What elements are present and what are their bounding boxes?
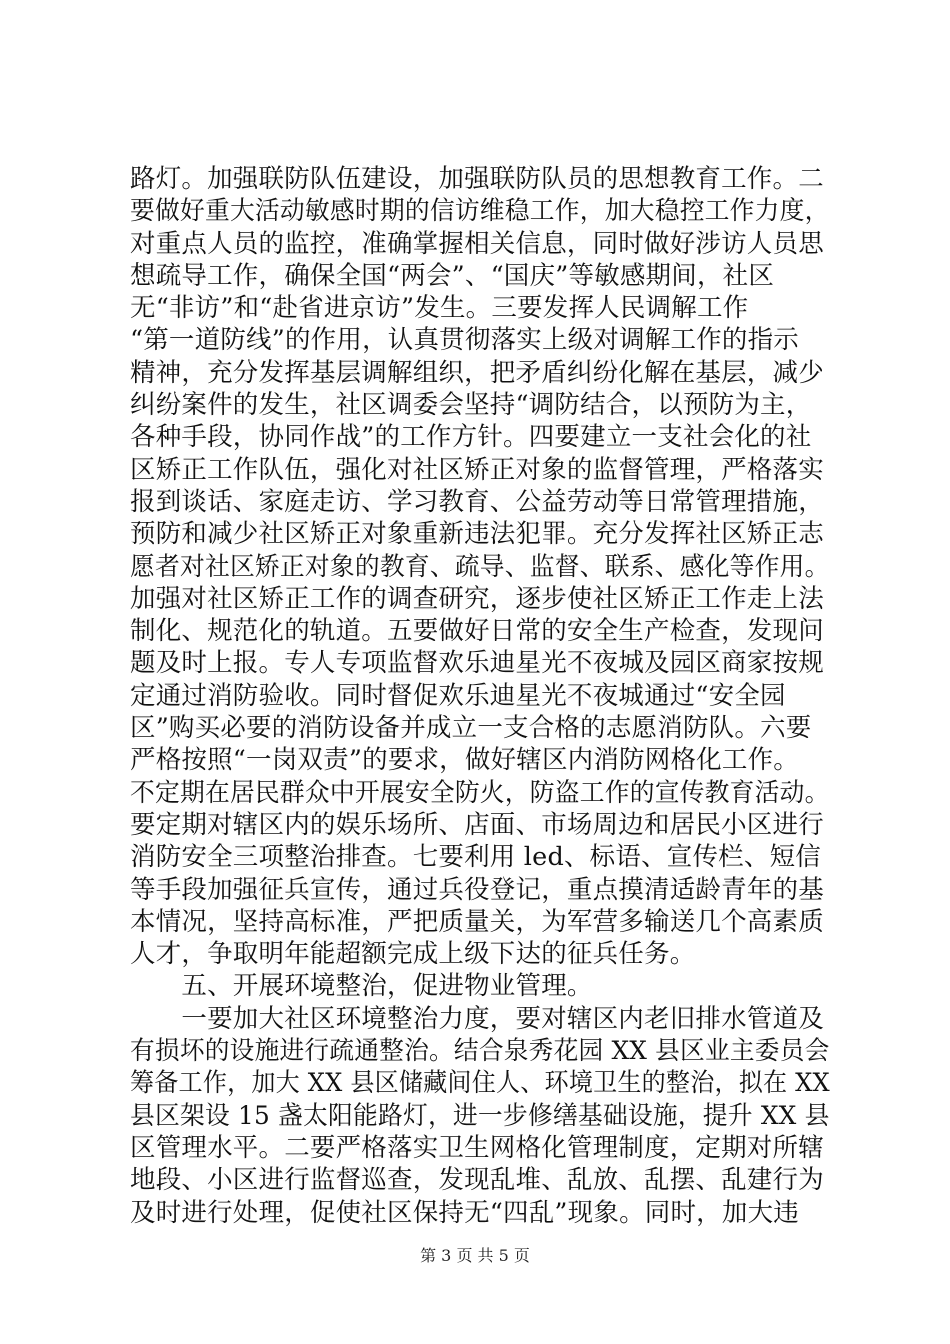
- body-text: [130, 163, 830, 1229]
- text-line: 定通过消防验收。同时督促欢乐迪星光不夜城通过“安全园: [130, 680, 786, 711]
- text-line: 一要加大社区环境整治力度，要对辖区内老旧排水管道及: [130, 1003, 824, 1034]
- page-footer: 第 3 页 共 5 页: [420, 1246, 530, 1265]
- text-line: 纠纷案件的发生，社区调委会坚持“调防结合，以预防为主，: [130, 390, 812, 421]
- text-line: 题及时上报。专人专项监督欢乐迪星光不夜城及园区商家按规: [130, 648, 824, 679]
- text-line: 五、开展环境整治，促进物业管理。: [130, 971, 593, 1002]
- text-line: 预防和减少社区矫正对象重新违法犯罪。充分发挥社区矫正志: [130, 519, 824, 550]
- text-line: 区管理水平。二要严格落实卫生网格化管理制度，定期对所辖: [130, 1132, 824, 1163]
- text-line: 无“非访”和“赴省进京访”发生。三要发挥人民调解工作: [130, 293, 749, 324]
- text-line: 区矫正工作队伍，强化对社区矫正对象的监督管理，严格落实: [130, 454, 824, 485]
- text-line: 制化、规范化的轨道。五要做好日常的安全生产检查，发现问: [130, 616, 824, 647]
- text-line: 人才，争取明年能超额完成上级下达的征兵任务。: [130, 939, 696, 970]
- text-line: 及时进行处理，促使社区保持无“四乱”现象。同时，加大违: [130, 1197, 799, 1228]
- text-line: 不定期在居民群众中开展安全防火，防盗工作的宣传教育活动。: [130, 777, 830, 808]
- text-line: 要做好重大活动敏感时期的信访维稳工作，加大稳控工作力度，: [130, 196, 830, 227]
- text-line: 消防安全三项整治排查。七要利用 led、标语、宣传栏、短信: [130, 842, 821, 873]
- text-line: 各种手段，协同作战”的工作方针。四要建立一支社会化的社: [130, 422, 812, 453]
- text-line: 等手段加强征兵宣传，通过兵役登记，重点摸清适龄青年的基: [130, 874, 824, 905]
- text-line: 县区架设 15 盏太阳能路灯，进一步修缮基础设施，提升 XX 县: [130, 1100, 830, 1131]
- text-line: 报到谈话、家庭走访、学习教育、公益劳动等日常管理措施，: [130, 486, 824, 517]
- text-line: 路灯。加强联防队伍建设，加强联防队员的思想教育工作。二: [130, 164, 824, 194]
- text-line: 本情况，坚持高标准，严把质量关，为军营多输送几个高素质: [130, 906, 824, 937]
- text-line: 有损坏的设施进行疏通整治。结合泉秀花园 XX 县区业主委员会: [130, 1036, 830, 1067]
- text-line: 地段、小区进行监督巡查，发现乱堆、乱放、乱摆、乱建行为: [130, 1165, 824, 1196]
- text-line: 加强对社区矫正工作的调查研究，逐步使社区矫正工作走上法: [130, 583, 824, 614]
- text-line: 精神，充分发挥基层调解组织，把矛盾纠纷化解在基层，减少: [130, 357, 824, 388]
- text-line: 想疏导工作，确保全国“两会”、“国庆”等敏感期间，社区: [130, 260, 775, 291]
- text-line: “第一道防线”的作用，认真贯彻落实上级对调解工作的指示: [130, 325, 799, 356]
- text-line: 愿者对社区矫正对象的教育、疏导、监督、联系、感化等作用。: [130, 551, 830, 582]
- text-line: 严格按照“一岗双责”的要求，做好辖区内消防网格化工作。: [130, 745, 799, 776]
- text-line: 要定期对辖区内的娱乐场所、店面、市场周边和居民小区进行: [130, 809, 824, 840]
- text-line: 筹备工作，加大 XX 县区储藏间住人、环境卫生的整治，拟在 XX: [130, 1068, 830, 1099]
- text-line: 对重点人员的监控，准确掌握相关信息，同时做好涉访人员思: [130, 228, 824, 259]
- text-line: 区”购买必要的消防设备并成立一支合格的志愿消防队。六要: [130, 713, 812, 744]
